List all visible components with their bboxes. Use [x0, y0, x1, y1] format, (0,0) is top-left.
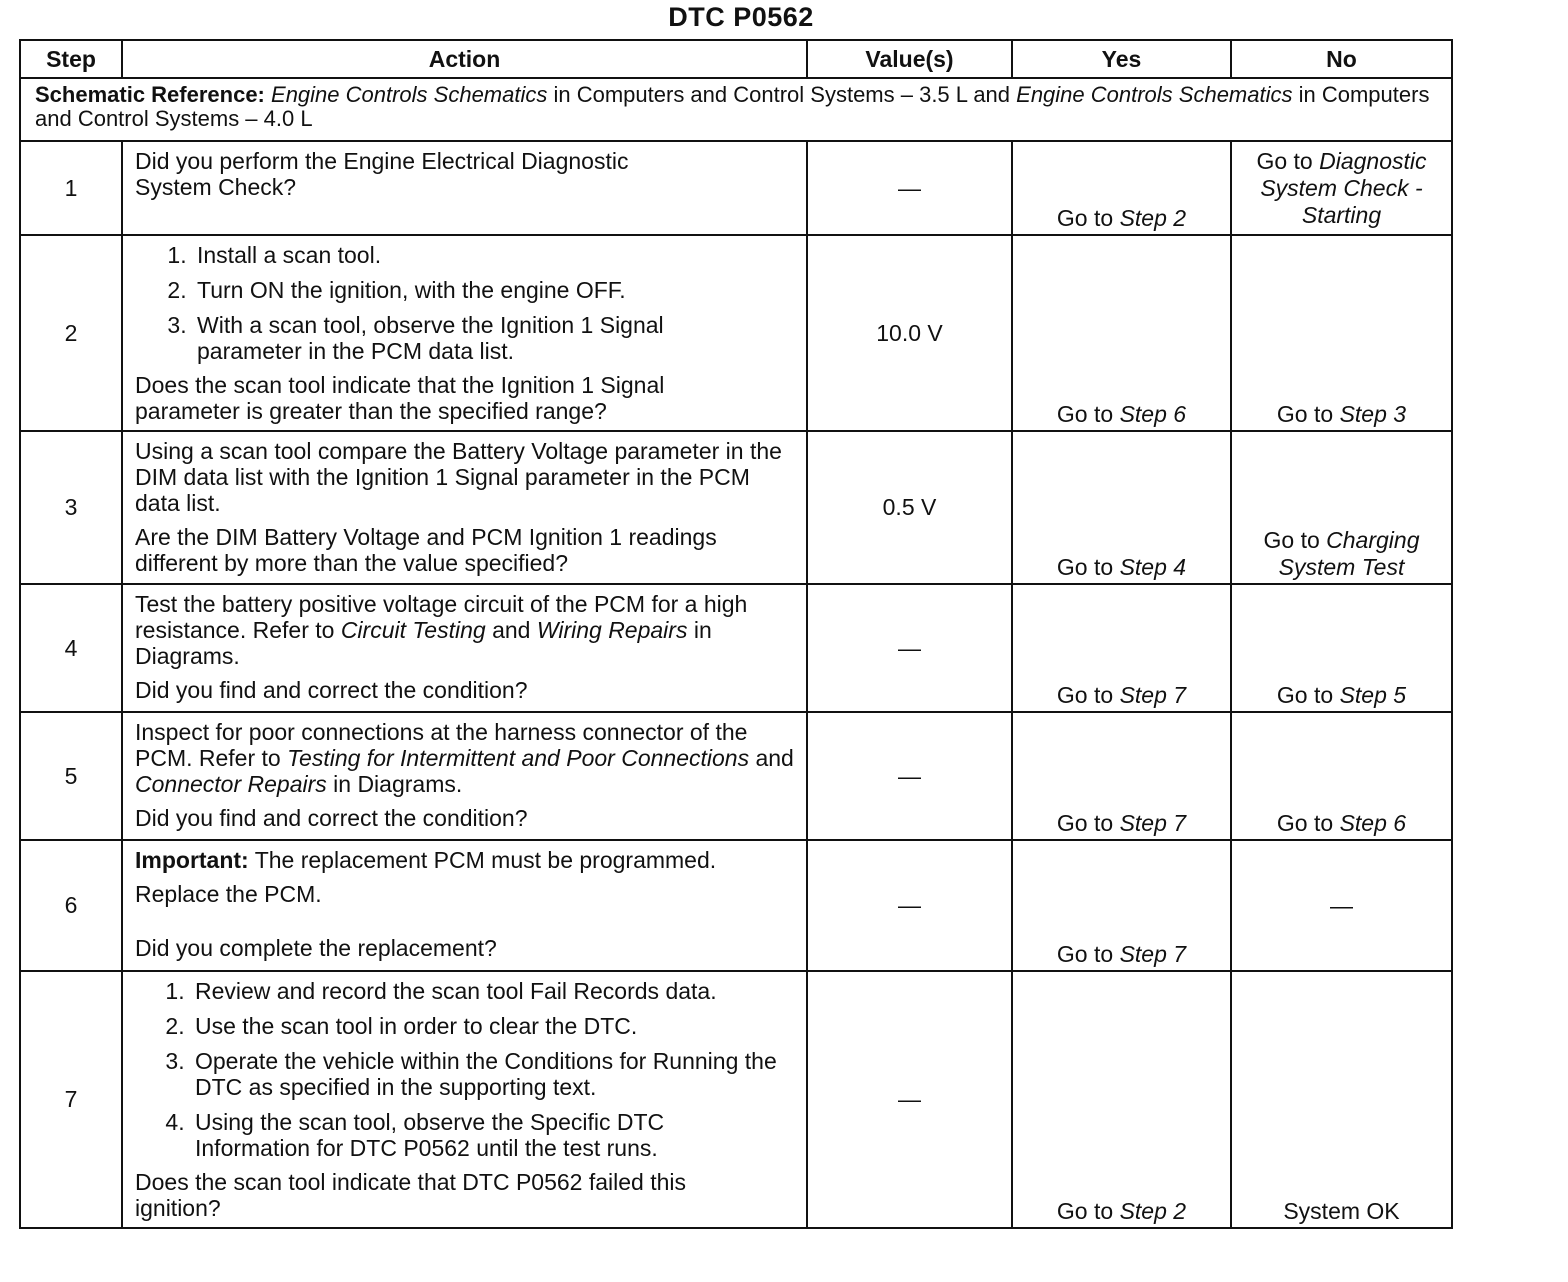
value-cell: 10.0 V [807, 235, 1012, 431]
text-run: in Diagrams. [135, 617, 712, 669]
goto-label: Go to [1056, 1198, 1120, 1224]
header-no: No [1231, 40, 1452, 78]
step-number: 4 [20, 584, 122, 712]
spacer [135, 907, 794, 935]
goto-step: Step 6 [1119, 401, 1187, 427]
goto-label: Go to [1263, 527, 1327, 553]
header-step: Step [20, 40, 122, 78]
schematic-text: in Computers and Control Systems – 3.5 L and [547, 82, 1017, 107]
schematic-reference-row [20, 78, 1452, 141]
no-value: — [1330, 892, 1353, 918]
no-goto [1232, 682, 1451, 709]
goto-label: Go to [1276, 401, 1340, 427]
list-item: 1. Install a scan tool. [193, 242, 794, 268]
table-row [20, 431, 1452, 584]
yes-cell [1012, 712, 1231, 840]
value-cell: — [807, 712, 1012, 840]
goto-label: Go to [1276, 682, 1340, 708]
yes-cell [1012, 840, 1231, 971]
step-number: 1 [20, 141, 122, 235]
schematic-link-35: Engine Controls Schematics [271, 82, 548, 107]
yes-goto [1013, 554, 1230, 581]
action-cell [122, 712, 807, 840]
value-cell: — [807, 141, 1012, 235]
text-run: in Diagrams. [326, 771, 463, 797]
action-question: Are the DIM Battery Voltage and PCM Ignition 1 readings different by more than the value specified? [135, 524, 717, 576]
step-number: 7 [20, 971, 122, 1228]
no-value: System OK [1283, 1198, 1400, 1224]
list-item: 1. Review and record the scan tool Fail Records data. [191, 978, 794, 1004]
no-cell [1231, 712, 1452, 840]
table-row [20, 584, 1452, 712]
no-goto [1232, 527, 1451, 581]
no-goto [1232, 142, 1451, 229]
yes-goto [1013, 682, 1230, 709]
header-row [20, 40, 1452, 78]
header-action: Action [122, 40, 807, 78]
action-text: Using a scan tool compare the Battery Voltage parameter in the DIM data list with the Ignition 1 Signal parameter in the PCM data list. [135, 438, 782, 516]
goto-step: Step 7 [1119, 682, 1187, 708]
reference-link: Wiring Repairs [536, 617, 688, 643]
important-label: Important: [135, 847, 249, 873]
action-question: Did you find and correct the condition? [135, 677, 528, 703]
no-cell [1231, 584, 1452, 712]
reference-link: Testing for Intermittent and Poor Connections [287, 745, 750, 771]
table-row [20, 141, 1452, 235]
goto-step: Step 2 [1119, 1198, 1187, 1224]
step-number: 2 [20, 235, 122, 431]
goto-target: Diagnostic System Check - Starting [1260, 148, 1427, 228]
action-list [135, 978, 794, 1161]
table-row [20, 712, 1452, 840]
action-text [135, 591, 794, 669]
goto-label: Go to [1056, 682, 1120, 708]
document-title: DTC P0562 [668, 2, 814, 32]
text-run: and [749, 745, 794, 771]
header-values: Value(s) [807, 40, 1012, 78]
goto-target: Charging System Test [1278, 527, 1420, 580]
yes-goto [1013, 941, 1230, 968]
goto-step: Step 7 [1119, 810, 1187, 836]
goto-label: Go to [1256, 148, 1320, 174]
action-question: Does the scan tool indicate that DTC P0562 failed this ignition? [135, 1169, 687, 1221]
goto-step: Step 2 [1119, 205, 1187, 231]
reference-link: Connector Repairs [135, 771, 327, 797]
goto-label: Go to [1056, 554, 1120, 580]
action-cell [122, 840, 807, 971]
action-question: Did you find and correct the condition? [135, 805, 528, 831]
no-cell [1231, 235, 1452, 431]
text-run: Inspect for poor connections at the harness connector of the PCM. Refer to [135, 719, 748, 771]
goto-label: Go to [1056, 205, 1120, 231]
no-cell [1231, 840, 1452, 971]
table-row [20, 971, 1452, 1228]
goto-label: Go to [1056, 401, 1120, 427]
list-item: 3. With a scan tool, observe the Ignition 1 Signal parameter in the PCM data list. [193, 312, 794, 364]
action-question: Did you complete the replacement? [135, 935, 497, 961]
schematic-link-40: Engine Controls Schematics [1016, 82, 1293, 107]
text-run: Test the battery positive voltage circuit of the PCM for a high resistance. Refer to [135, 591, 748, 643]
yes-goto [1013, 401, 1230, 428]
table-row [20, 840, 1452, 971]
list-item: 2. Turn ON the ignition, with the engine OFF. [193, 277, 794, 303]
action-cell [122, 235, 807, 431]
yes-cell [1012, 971, 1231, 1228]
list-item: 4. Using the scan tool, observe the Specific DTC Information for DTC P0562 until the test runs. [191, 1109, 794, 1161]
value-cell: — [807, 584, 1012, 712]
yes-cell [1012, 141, 1231, 235]
action-text: Replace the PCM. [135, 881, 322, 907]
goto-step: Step 4 [1119, 554, 1187, 580]
action-text [135, 719, 794, 797]
goto-label: Go to [1056, 810, 1120, 836]
no-cell [1231, 141, 1452, 235]
step-number: 3 [20, 431, 122, 584]
value-cell: — [807, 840, 1012, 971]
diagnostic-table [19, 39, 1453, 1229]
yes-goto [1013, 1198, 1230, 1225]
yes-goto [1013, 810, 1230, 837]
action-text: Did you perform the Engine Electrical Diagnostic System Check? [135, 148, 629, 200]
list-item: 2. Use the scan tool in order to clear the DTC. [191, 1013, 794, 1039]
no-goto [1232, 810, 1451, 837]
text-run: and [485, 617, 537, 643]
action-question: Does the scan tool indicate that the Ignition 1 Signal parameter is greater than the specified range? [135, 372, 665, 424]
no-goto [1232, 401, 1451, 428]
list-item: 3. Operate the vehicle within the Conditions for Running the DTC as specified in the supporting text. [191, 1048, 794, 1100]
action-list [135, 242, 794, 364]
reference-link: Circuit Testing [340, 617, 486, 643]
goto-step: Step 6 [1339, 810, 1407, 836]
goto-label: Go to [1056, 941, 1120, 967]
schematic-reference [20, 78, 1452, 141]
action-cell [122, 971, 807, 1228]
goto-step: Step 7 [1119, 941, 1187, 967]
schematic-text-end: in Computers and Control Systems – 4.0 L [35, 82, 1430, 131]
yes-goto [1013, 205, 1230, 232]
yes-cell [1012, 235, 1231, 431]
action-cell [122, 431, 807, 584]
action-cell [122, 584, 807, 712]
important-note [135, 847, 794, 873]
header-yes: Yes [1012, 40, 1231, 78]
goto-label: Go to [1276, 810, 1340, 836]
table-row [20, 235, 1452, 431]
schematic-reference-label: Schematic Reference: [35, 82, 265, 107]
important-text: The replacement PCM must be programmed. [248, 847, 717, 873]
yes-cell [1012, 584, 1231, 712]
step-number: 5 [20, 712, 122, 840]
value-cell: — [807, 971, 1012, 1228]
step-number: 6 [20, 840, 122, 971]
no-cell [1231, 431, 1452, 584]
value-cell: 0.5 V [807, 431, 1012, 584]
goto-step: Step 3 [1339, 401, 1407, 427]
goto-step: Step 5 [1339, 682, 1407, 708]
action-cell [122, 141, 807, 235]
no-cell [1231, 971, 1452, 1228]
yes-cell [1012, 431, 1231, 584]
